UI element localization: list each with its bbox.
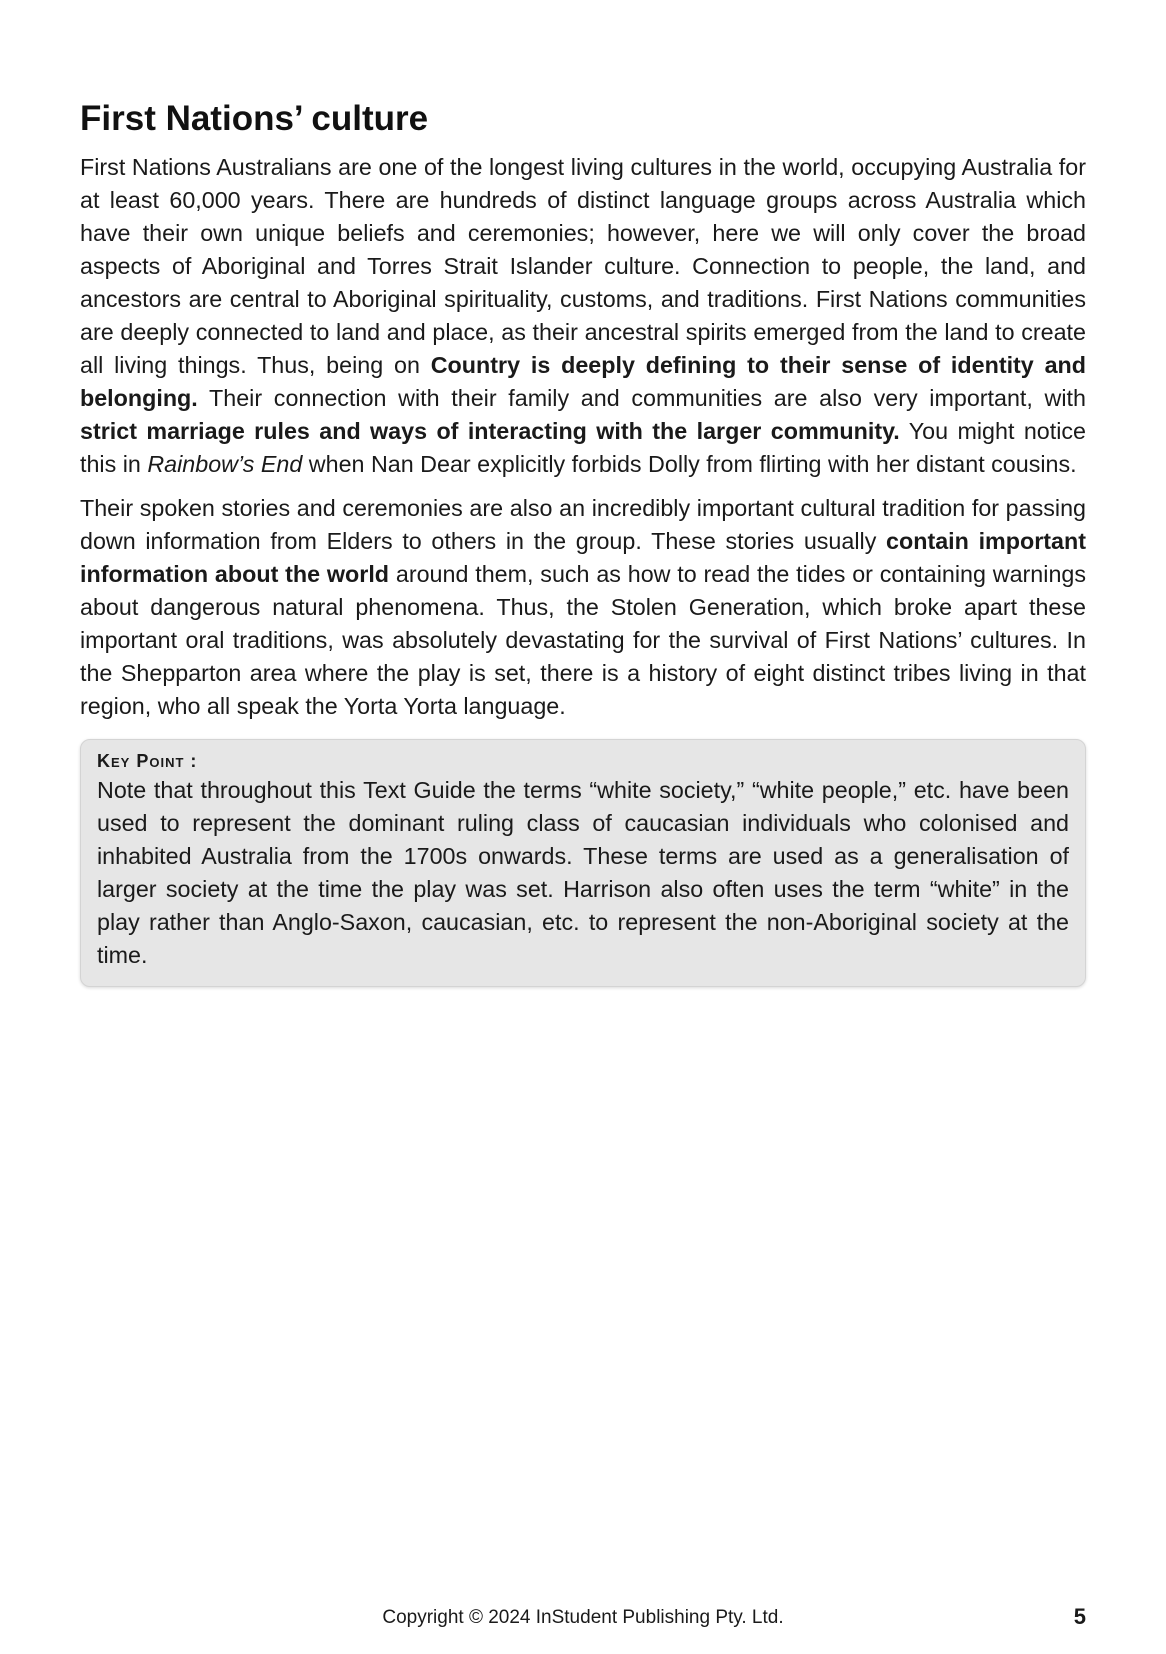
p1-text-2: Their connection with their family and communities are also very important, with xyxy=(197,385,1086,411)
page-footer xyxy=(0,1603,1166,1633)
paragraph-2 xyxy=(80,492,1086,723)
p1-text-4: when Nan Dear explicitly forbids Dolly from flirting with her distant cousins. xyxy=(302,451,1077,477)
p1-italic-title: Rainbow’s End xyxy=(147,451,303,477)
p2-bold-1: contain important information about the world xyxy=(80,528,1086,587)
key-point-text: Note that throughout this Text Guide the terms “white society,” “white people,” etc. have been used to represent the dominant ruling class of caucasian individuals who colonised and inhabited Australia from the 1700s onwards. These terms are used as a generalisation of larger society at the time the play was set. Harrison also often uses the term “white” in the play rather than Anglo-Saxon, caucasian, etc. to represent the non-Aboriginal society at the time. xyxy=(97,777,1069,968)
p1-bold-1: Country is deeply defining to their sense of identity and belonging. xyxy=(80,352,1087,411)
page-content xyxy=(80,98,1086,987)
section-title: First Nations’ culture xyxy=(80,99,429,138)
key-point-box xyxy=(80,739,1086,987)
key-point-label: Key Point : xyxy=(97,751,198,771)
page-number: 5 xyxy=(1073,1604,1086,1629)
p2-text-2: around them, such as how to read the tides or containing warnings about dangerous natural phenomena. Thus, the Stolen Generation, which broke apart these important oral traditions, was absolutely devastating for the survival of First Nations’ cultures. In the Shepparton area where the play is set, there is a history of eight distinct tribes living in that region, who all speak the Yorta Yorta language. xyxy=(80,561,1087,719)
p2-text-1: Their spoken stories and ceremonies are also an incredibly important cultural tradition for passing down information from Elders to others in the group. These stories usually xyxy=(80,495,1086,554)
p1-text-3: You might notice this in xyxy=(80,418,1086,477)
paragraph-1 xyxy=(80,151,1086,481)
copyright-notice: Copyright © 2024 InStudent Publishing Pty. Ltd. xyxy=(382,1607,784,1628)
p1-text-1: First Nations Australians are one of the longest living cultures in the world, occupying Australia for at least 60,000 years. There are hundreds of distinct language groups across Australia which have their own unique beliefs and ceremonies; however, here we will only cover the broad aspects of Aboriginal and Torres Strait Islander culture. Connection to people, the land, and ancestors are central to Aboriginal spirituality, customs, and traditions. First Nations communities are deeply connected to land and place, as their ancestral spirits emerged from the land to create all living things. Thus, being on xyxy=(80,154,1086,378)
p1-bold-2: strict marriage rules and ways of interacting with the larger community. xyxy=(80,418,900,444)
